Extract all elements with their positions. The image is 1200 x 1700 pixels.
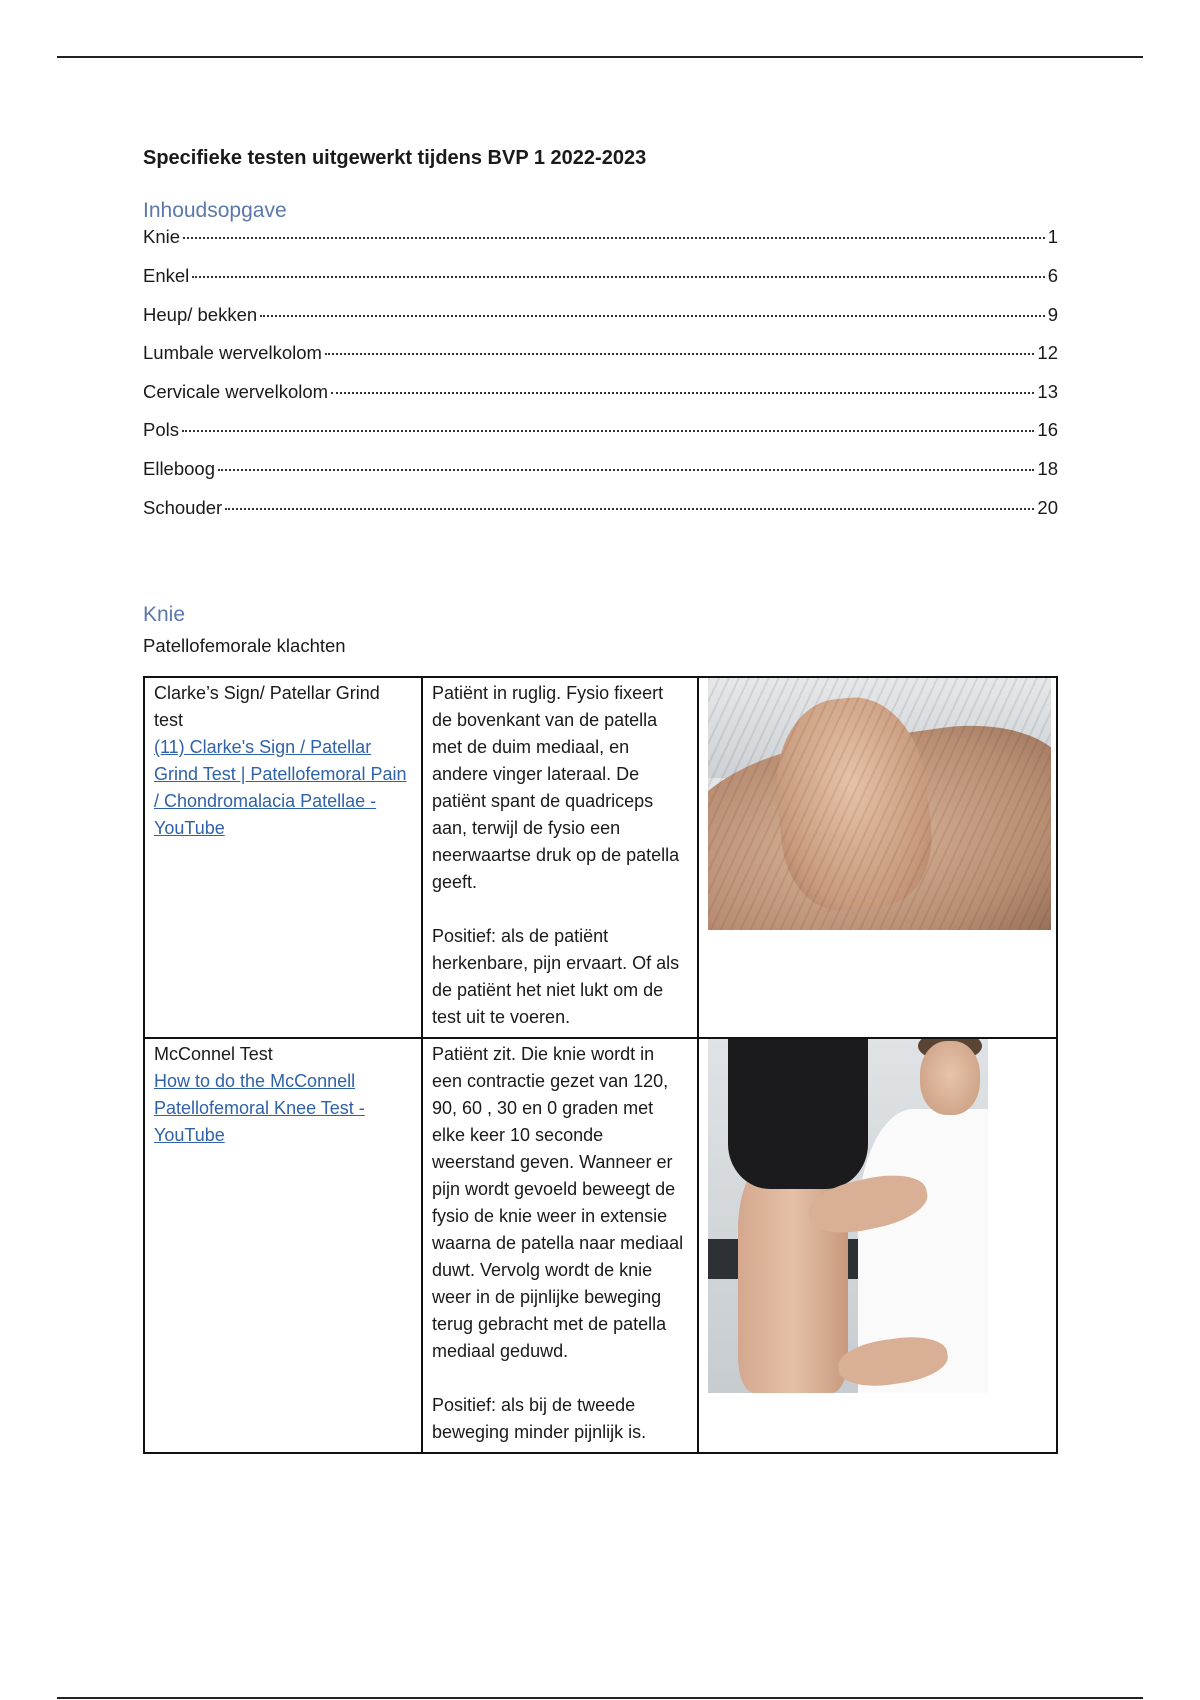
toc-entry-label: Schouder: [143, 496, 223, 518]
toc-dot-leader: [260, 315, 1045, 317]
toc-entry-schouder[interactable]: [143, 497, 1058, 536]
toc-entry-label: Knie: [143, 226, 181, 247]
toc-dot-leader: [225, 508, 1034, 510]
page-top-rule: [57, 56, 1143, 58]
toc-dot-leader: [331, 392, 1034, 394]
test-name: McConnel Test: [154, 1044, 273, 1064]
toc-entry-page: 20: [1037, 496, 1058, 518]
toc-entry-page: 6: [1047, 265, 1058, 286]
table-row: [144, 1038, 1057, 1453]
toc-entry-elleboog[interactable]: [143, 458, 1058, 497]
toc-entry-knie[interactable]: [143, 226, 1058, 265]
test-positive-criteria: Positief: als de patiënt herkenbare, pijn ervaart. Of als de patiënt het niet lukt om de test uit te voeren.: [432, 926, 680, 1027]
test-image-cell: [698, 677, 1057, 1038]
test-name-cell: [144, 677, 422, 1038]
toc-entry-heup-bekken[interactable]: [143, 304, 1058, 343]
page-bottom-rule: [57, 1697, 1143, 1699]
toc-entry-page: 9: [1047, 303, 1058, 325]
toc-dot-leader: [325, 353, 1035, 355]
toc-heading: Inhoudsopgave: [143, 199, 287, 222]
toc-entry-label: Elleboog: [143, 457, 216, 479]
toc-entry-label: Enkel: [143, 265, 190, 286]
subsection-heading: Patellofemorale klachten: [143, 635, 346, 657]
tests-table: [143, 676, 1058, 1454]
document-title: Specifieke testen uitgewerkt tijdens BVP 1 2022-2023: [143, 147, 647, 169]
test-name: Clarke’s Sign/ Patellar Grind test: [154, 683, 380, 730]
toc-entry-page: 13: [1037, 380, 1058, 402]
video-link[interactable]: (11) Clarke's Sign / Patellar Grind Test | Patellofemoral Pain / Chondromalacia Patellae - YouTube: [154, 737, 407, 838]
table-of-contents: [143, 226, 1058, 535]
toc-entry-pols[interactable]: [143, 419, 1058, 458]
document-page: [143, 140, 1058, 1442]
toc-entry-page: 12: [1037, 342, 1058, 364]
toc-entry-page: 16: [1037, 419, 1058, 441]
test-description-cell: [422, 677, 698, 1038]
toc-entry-lumbale-wervelkolom[interactable]: [143, 342, 1058, 381]
knee-test-photo: [708, 678, 1051, 930]
test-name-cell: [144, 1038, 422, 1453]
toc-dot-leader: [183, 237, 1045, 239]
test-description: Patiënt zit. Die knie wordt in een contractie gezet van 120, 90, 60 , 30 en 0 graden met elke keer 10 seconde weerstand geven. Wanneer er pijn wordt gevoeld beweegt de fysio de knie weer in extensie waarna de patella naar mediaal duwt. Vervolg wordt de knie weer in de pijnlijke beweging terug gebracht met de patella mediaal geduwd.: [432, 1044, 684, 1361]
toc-dot-leader: [192, 276, 1044, 278]
test-description: Patiënt in ruglig. Fysio fixeert de bovenkant van de patella met de duim mediaal, en andere vinger lateraal. De patiënt spant de quadriceps aan, terwijl de fysio een neerwaartse druk op de patella geeft.: [432, 683, 680, 892]
toc-entry-label: Lumbale wervelkolom: [143, 342, 322, 364]
section-heading-knie: Knie: [143, 603, 186, 627]
toc-entry-label: Cervicale wervelkolom: [143, 380, 329, 402]
table-row: [144, 677, 1057, 1038]
test-positive-criteria: Positief: als bij de tweede beweging minder pijnlijk is.: [432, 1395, 647, 1442]
toc-entry-label: Heup/ bekken: [143, 303, 258, 325]
toc-dot-leader: [182, 430, 1034, 432]
toc-entry-page: 1: [1047, 226, 1058, 247]
toc-entry-enkel[interactable]: [143, 265, 1058, 304]
video-link[interactable]: How to do the McConnell Patellofemoral Knee Test - YouTube: [154, 1071, 365, 1145]
test-image-cell: [698, 1038, 1057, 1453]
test-description-cell: [422, 1038, 698, 1453]
toc-dot-leader: [218, 469, 1034, 471]
toc-entry-label: Pols: [143, 419, 179, 441]
toc-entry-page: 18: [1037, 457, 1058, 479]
seated-knee-test-photo: [708, 1039, 988, 1393]
toc-entry-cervicale-wervelkolom[interactable]: [143, 381, 1058, 420]
